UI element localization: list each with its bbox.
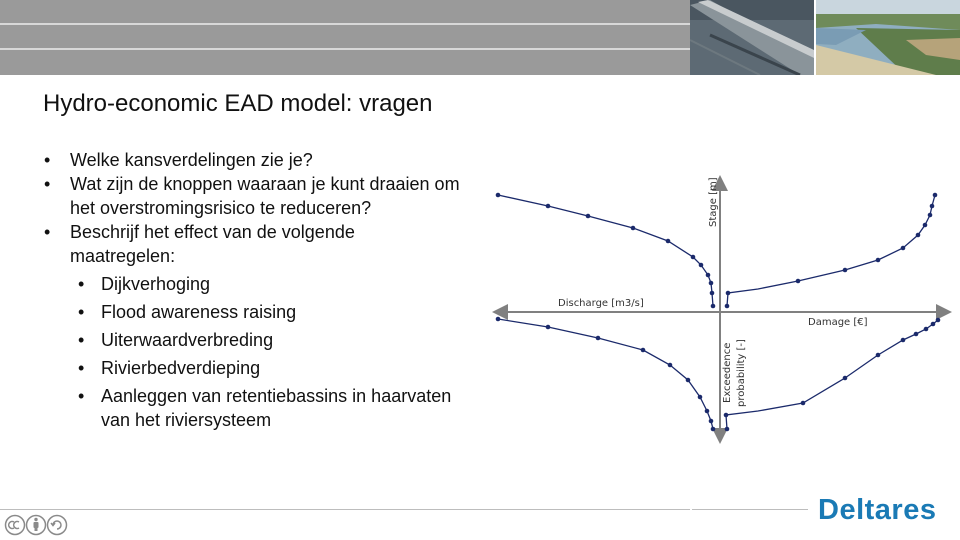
bullet-text: Wat zijn de knoppen waaraan je kunt draaien om het overstromingsrisico te reduceren? xyxy=(70,174,460,218)
data-point xyxy=(698,395,703,400)
header-stripe xyxy=(0,23,690,25)
data-point xyxy=(641,348,646,353)
damage-axis-label: Damage [€] xyxy=(808,317,868,328)
data-point xyxy=(546,204,551,209)
slide-title: Hydro-economic EAD model: vragen xyxy=(43,90,433,117)
data-point xyxy=(876,258,881,263)
discharge-probability-curve xyxy=(498,319,713,429)
data-point xyxy=(668,363,673,368)
data-point xyxy=(931,322,936,327)
data-point xyxy=(546,325,551,330)
footer-divider xyxy=(692,509,808,510)
footer-divider xyxy=(0,509,690,510)
data-point xyxy=(586,214,591,219)
data-point xyxy=(901,338,906,343)
bullet-list xyxy=(44,148,504,432)
data-point xyxy=(725,304,730,309)
bullet-text: Welke kansverdelingen zie je? xyxy=(70,150,313,170)
data-point xyxy=(666,239,671,244)
data-point xyxy=(928,213,933,218)
data-point xyxy=(924,327,929,332)
data-point xyxy=(801,401,806,406)
bullet-item xyxy=(44,148,504,172)
data-point xyxy=(631,226,636,231)
bullet-dot: • xyxy=(44,150,51,170)
exceedence-axis-label: probability [-] xyxy=(736,339,747,407)
data-point xyxy=(843,376,848,381)
creative-commons-license xyxy=(4,514,68,536)
sub-bullet-item xyxy=(44,300,504,324)
data-point xyxy=(710,291,715,296)
stage-axis-label: Stage [m] xyxy=(708,177,719,227)
bullet-dot: • xyxy=(44,222,51,242)
sub-bullet-item xyxy=(44,356,504,380)
sub-bullet-item xyxy=(44,384,461,432)
bullet-dot: • xyxy=(78,274,85,294)
sub-bullet-text: Flood awareness raising xyxy=(101,302,297,322)
data-point xyxy=(901,246,906,251)
data-point xyxy=(933,193,938,198)
header-band xyxy=(0,0,690,75)
sub-bullet-text: Dijkverhoging xyxy=(101,274,211,294)
data-point xyxy=(876,353,881,358)
data-point xyxy=(706,273,711,278)
data-point xyxy=(936,318,941,323)
bullet-item xyxy=(44,172,480,220)
share-alike-icon xyxy=(48,516,67,535)
data-point xyxy=(843,268,848,273)
bullet-dot: • xyxy=(44,174,51,194)
sub-bullet-item xyxy=(44,328,504,352)
data-point xyxy=(726,291,731,296)
data-point xyxy=(725,427,730,432)
bullet-dot: • xyxy=(78,330,85,350)
sub-bullet-item xyxy=(44,272,504,296)
data-point xyxy=(596,336,601,341)
data-point xyxy=(914,332,919,337)
data-point xyxy=(724,413,729,418)
discharge-axis-label: Discharge [m3/s] xyxy=(558,298,644,309)
data-point xyxy=(711,427,716,432)
data-point xyxy=(496,193,501,198)
data-point xyxy=(709,419,714,424)
stage-damage-curve xyxy=(727,195,935,306)
bullet-dot: • xyxy=(78,386,85,406)
stage-discharge-curve xyxy=(498,195,713,306)
ead-four-quadrant-diagram xyxy=(488,175,953,450)
bridge-photo xyxy=(690,0,814,75)
bullet-dot: • xyxy=(78,358,85,378)
data-point xyxy=(930,204,935,209)
sub-bullet-text: Aanleggen van retentiebassins in haarvaten van het riviersysteem xyxy=(101,386,452,430)
data-point xyxy=(796,279,801,284)
data-point xyxy=(686,378,691,383)
data-point xyxy=(923,223,928,228)
bullet-item xyxy=(44,220,415,268)
deltares-logo: Deltares xyxy=(818,494,937,526)
data-point xyxy=(705,409,710,414)
river-aerial-photo xyxy=(816,0,960,75)
data-point xyxy=(709,281,714,286)
data-point xyxy=(699,263,704,268)
exceedence-axis-label: Exceedence xyxy=(722,342,733,403)
data-point xyxy=(916,233,921,238)
data-point xyxy=(711,304,716,309)
sub-bullet-text: Uiterwaardverbreding xyxy=(101,330,274,350)
data-point xyxy=(691,255,696,260)
sub-bullet-text: Rivierbedverdieping xyxy=(101,358,261,378)
bullet-dot: • xyxy=(78,302,85,322)
damage-probability-curve xyxy=(726,320,938,429)
data-point xyxy=(496,317,501,322)
bullet-text: Beschrijf het effect van de volgende maatregelen: xyxy=(70,222,355,266)
header-stripe xyxy=(0,48,690,50)
